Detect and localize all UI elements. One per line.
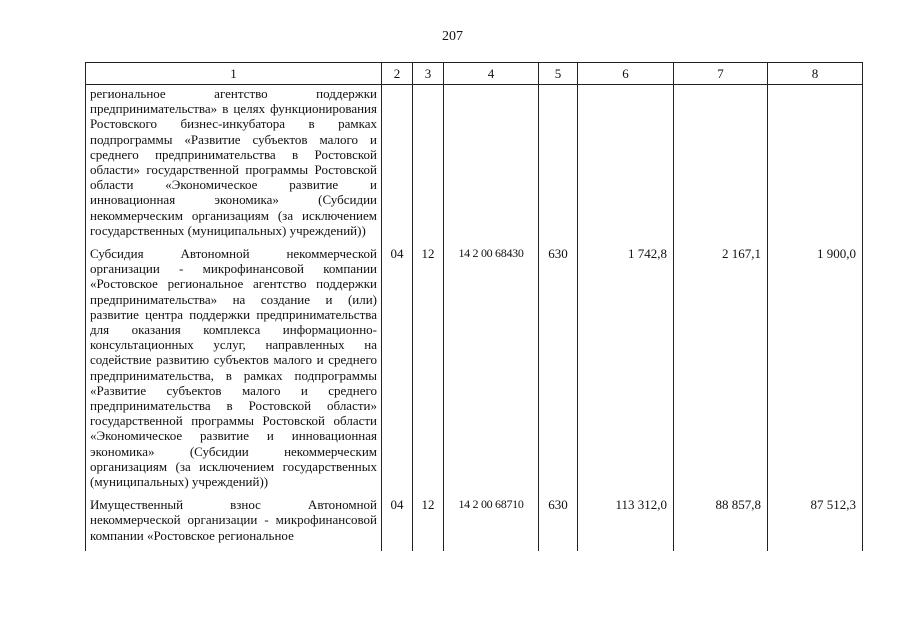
cell-subsection (413, 85, 444, 247)
table-header-row (86, 63, 863, 85)
column-header: 5 (539, 63, 578, 85)
column-header: 1 (86, 63, 382, 85)
cell-amount-col8: 87 512,3 (768, 497, 863, 551)
cell-expense-type: 630 (539, 497, 578, 551)
cell-amount-col6: 113 312,0 (578, 497, 674, 551)
table-row (86, 246, 863, 497)
column-header: 7 (674, 63, 768, 85)
budget-table (85, 62, 863, 551)
cell-expense-type (539, 85, 578, 247)
cell-target-article: 14 2 00 68710 (444, 497, 539, 551)
row-description: Имущественный взнос Автономной некоммерческой организации - микрофинансовой компании «Ростовское региональное (86, 497, 382, 551)
cell-amount-col7 (674, 85, 768, 247)
table-row (86, 497, 863, 551)
cell-amount-col7: 2 167,1 (674, 246, 768, 497)
cell-section: 04 (382, 246, 413, 497)
cell-subsection: 12 (413, 497, 444, 551)
cell-amount-col7: 88 857,8 (674, 497, 768, 551)
page-number: 207 (442, 29, 463, 44)
column-header: 3 (413, 63, 444, 85)
cell-target-article: 14 2 00 68430 (444, 246, 539, 497)
cell-expense-type: 630 (539, 246, 578, 497)
cell-section: 04 (382, 497, 413, 551)
cell-amount-col8 (768, 85, 863, 247)
table-row (86, 85, 863, 247)
cell-amount-col6 (578, 85, 674, 247)
cell-target-article (444, 85, 539, 247)
cell-section (382, 85, 413, 247)
cell-subsection: 12 (413, 246, 444, 497)
column-header: 8 (768, 63, 863, 85)
row-description: Субсидия Автономной некоммерческой организации - микрофинансовой компании «Ростовское региональное агентство поддержки предпринимательства» на создание и (или) развитие центра поддержки предпринимательства для оказания комплекса информационно-консультационных услуг, направленных на содействие развитию субъектов малого и среднего предпринимательства, в рамках подпрограммы «Развитие субъектов малого и среднего предпринимательства в Ростовской области» государственной программы Ростовской области «Экономическое развитие и инновационная экономика» (Субсидии некоммерческим организациям (за исключением государственных (муниципальных) учреждений)) (86, 246, 382, 497)
column-header: 6 (578, 63, 674, 85)
cell-amount-col8: 1 900,0 (768, 246, 863, 497)
column-header: 4 (444, 63, 539, 85)
column-header: 2 (382, 63, 413, 85)
cell-amount-col6: 1 742,8 (578, 246, 674, 497)
row-description: региональное агентство поддержки предпринимательства» в целях функционирования Ростовского бизнес-инкубатора в рамках подпрограммы «Развитие субъектов малого и среднего предпринимательства в Ростовской области» государственной программы Ростовской области «Экономическое развитие и инновационная экономика» (Субсидии некоммерческим организациям (за исключением государственных (муниципальных) учреждений)) (86, 85, 382, 247)
